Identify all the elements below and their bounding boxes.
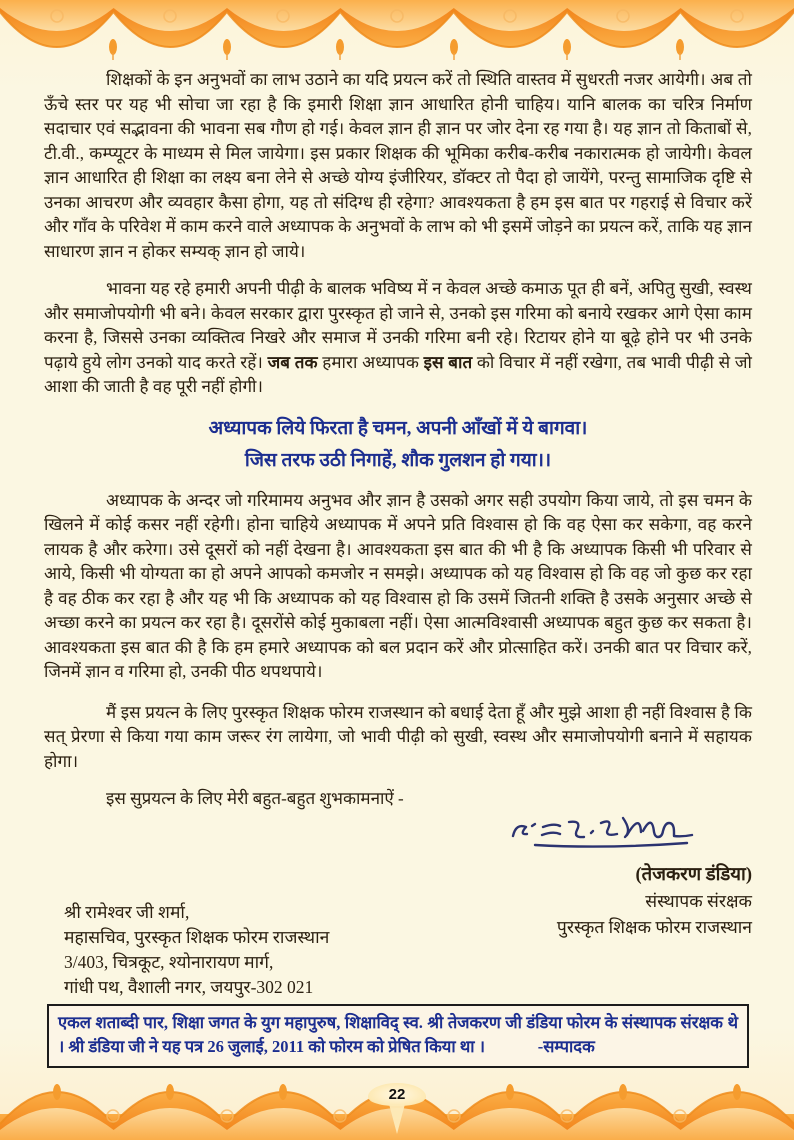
paragraph-2-text-3: को विचार में नहीं रखेगा, तब भावी पीढ़ी से जो आशा की जाती है वह पूरी नहीं होगी। — [44, 352, 752, 396]
address-line-4: गांधी पथ, वैशाली नगर, जयपुर-302 021 — [64, 976, 314, 997]
address-block — [64, 900, 329, 1000]
closing-line: इस सुप्रयत्न के लिए मेरी बहुत-बहुत शुभकामनाऐं - — [106, 789, 404, 808]
address-line-2: महासचिव, पुरस्कृत शिक्षक फोरम राजस्थान — [64, 926, 330, 947]
paragraph-2-bold-1: जब तक — [267, 352, 318, 372]
signatory-title: संस्थापक संरक्षक — [645, 890, 752, 911]
page-number: 22 — [368, 1083, 426, 1106]
signatory-name: (तेजकरण डंडिया) — [635, 864, 752, 885]
address-line-1: श्री रामेश्वर जी शर्मा, — [64, 901, 190, 922]
address-line-3: 3/403, चित्रकूट, श्योनारायण मार्ग, — [64, 951, 274, 972]
top-border-art — [0, 0, 794, 62]
letter-body — [0, 62, 794, 1074]
signatory-block — [557, 862, 752, 940]
bottom-ornamental-border — [0, 1074, 794, 1140]
couplet — [44, 413, 752, 477]
signature-and-address-area — [44, 812, 752, 1000]
top-ornamental-border — [0, 0, 794, 62]
paragraph-2-text-2: हमारा अध्यापक — [317, 352, 424, 372]
signatory-organization: पुरस्कृत शिक्षक फोरम राजस्थान — [556, 916, 752, 937]
editor-note-text: एकल शताब्दी पार, शिक्षा जगत के युग महापुरुष, शिक्षाविद् स्व. श्री तेजकरण जी डंडिया फोरम के संस्थापक संरक्षक थे । श्री डंडिया जी ने यह पत्र 26 जुलाई, 2011 को फोरम को प्रेषित किया था । — [58, 1012, 738, 1056]
paragraph-2 — [44, 277, 752, 400]
editor-note-author: -सम्पादक — [537, 1036, 595, 1056]
paragraph-4: मैं इस प्रयत्न के लिए पुरस्कृत शिक्षक फोरम राजस्थान को बधाई देता हूँ और मुझे आशा ही नहीं विश्वास है कि सत् प्रेरणा से किया गया काम जरूर रंग लायेगा, जो भावी पीढ़ी को सुखी, स्वस्थ और समाजोपयोगी बनाने में सहायक होगा। — [44, 702, 752, 771]
editor-note-box — [47, 1004, 749, 1068]
paragraph-2-bold-2: इस बात — [423, 352, 473, 372]
handwritten-signature — [505, 814, 700, 860]
paragraph-2-text: भावना यह रहे हमारी अपनी पीढ़ी के बालक भविष्य में न केवल अच्छे कमाऊ पूत ही बनें, अपितु सुखी, स्वस्थ और समाजोपयोगी भी बने। केवल सरकार द्वारा पुरस्कृत हो जाने से, उनको इस गरिमा को बनाये रखकर आगे ऐसा काम करना है, जिससे उनका व्यक्तित्व निखरे और समाज में उनकी गरिमा बनी रहे। रिटायर होने या बूढ़े होने पर भी उनके पढ़ाये हुये लोग उनको याद करते रहें। — [44, 279, 752, 372]
couplet-line-2: जिस तरफ उठी निगाहें, शौक गुलशन हो गया।। — [244, 449, 552, 471]
couplet-line-1: अध्यापक लिये फिरता है चमन, अपनी आँखों में ये बागवा। — [208, 417, 588, 439]
paragraph-3: अध्यापक के अन्दर जो गरिमामय अनुभव और ज्ञान है उसको अगर सही उपयोग किया जाये, तो इस चमन के खिलने में कोई कसर नहीं रहेगी। होना चाहिये अध्यापक में अपने प्रति विश्वास हो कि वह ऐसा कर सकेगा, वह करने लायक है और करेगा। उसे दूसरों को नहीं देखना है। आवश्यकता इस बात की भी है कि अध्यापक किसी भी परिवार से आये, किसी भी योग्यता का हो अपने आपको कमजोर न समझे। अध्यापक को यह विश्वास हो कि वह जो कुछ कर रहा है वह ठीक कर रहा है और यह भी कि अध्यापक को यह विश्वास हो कि उसमें जितनी शक्ति है उसके अनुसार अच्छे से अच्छा करने का प्रयत्न कर रहा है। दूसरोंसे कोई मुकाबला नहीं। ऐसा आत्मविश्वासी अध्यापक बहुत कुछ कर सकता है। आवश्यकता इस बात की है कि हम हमारे अध्यापक को बल प्रदान करें और प्रोत्साहित करें। उनकी बात पर विचार करें, जिनमें ज्ञान व गरिमा हो, उनकी पीठ थपथपाये। — [44, 490, 752, 681]
paragraph-1: शिक्षकों के इन अनुभवों का लाभ उठाने का यदि प्रयत्न करें तो स्थिति वास्तव में सुधरती नजर आयेगी। अब तो ऊँचे स्तर पर यह भी सोचा जा रहा है कि इमारी शिक्षा ज्ञान आधारित होनी चाहिय। यानि बालक का चरित्र निर्माण सदाचार एवं सद्भावना की भावना सब गौण हो गई। केवल ज्ञान ही ज्ञान पर जोर देना रह गया है। यह ज्ञान तो किताबों से, टी.वी., कम्प्यूटर के माध्यम से मिल जायेगा। इस प्रकार शिक्षक की भूमिका करीब-करीब नकारात्मक हो जायेगी। केवल ज्ञान आधारित ही शिक्षा का लक्ष्य बना लेने से अच्छे योग्य इंजीरियर, डॉक्टर तो पैदा हो जायेंगे, परन्तु सामाजिक दृष्टि से उनका आचरण और व्यवहार कैसा होगा, यह तो संदिग्ध ही रहेगा? आवश्यकता है हम इस बात पर गहराई से विचार करें और गाँव के परिवेश में काम करने वाले अध्यापक के अनुभवों के लाभ को भी इसमें जोड़ने का प्रयत्न करें, ताकि यह ज्ञान साधारण ज्ञान न होकर सम्यक् ज्ञान हो जाये। — [44, 70, 752, 261]
